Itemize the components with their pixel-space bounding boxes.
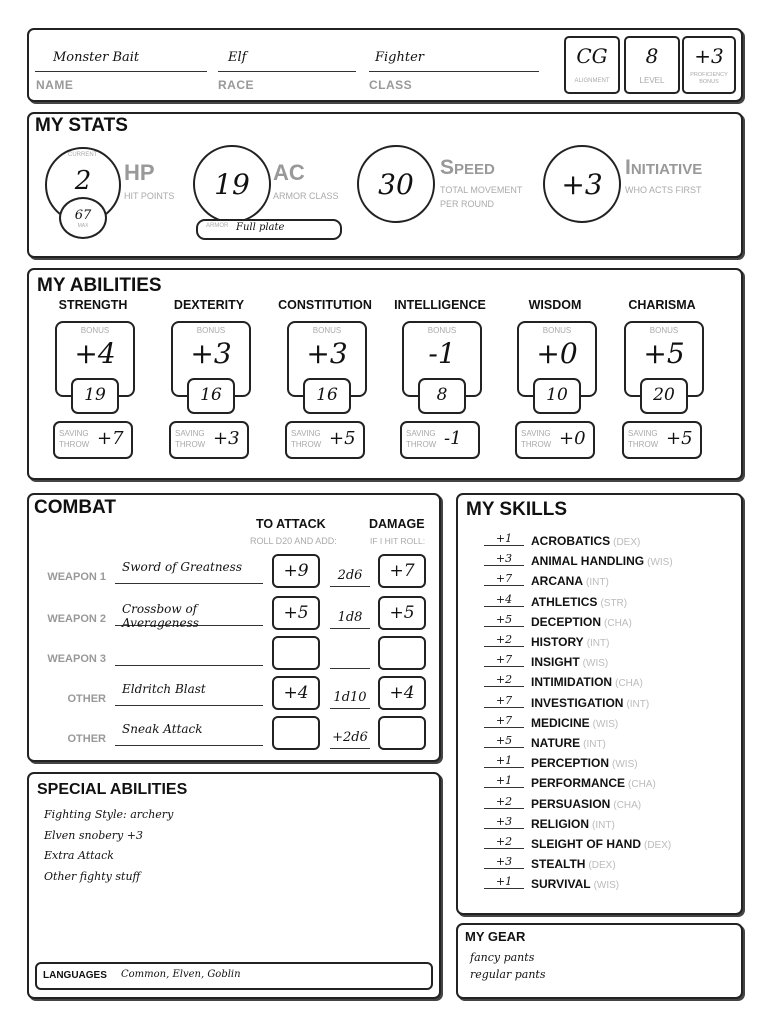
alignment-value: CG	[576, 44, 608, 68]
race-label: RACE	[218, 78, 255, 92]
skill-row[interactable]	[484, 714, 734, 734]
skill-attribute: (WIS)	[612, 759, 638, 771]
saving-throw-label-1: SAVING	[521, 429, 551, 438]
special-title: SPECIAL ABILITIES	[37, 781, 188, 798]
skill-name: MEDICINE	[531, 715, 590, 730]
skill-name-wrap	[531, 696, 649, 710]
weapon-name-field[interactable]: Sword of Greatness	[115, 560, 263, 584]
ability-bonus-value: +3	[306, 337, 348, 370]
ability-score-box[interactable]	[640, 378, 688, 414]
skill-attribute: (STR)	[600, 597, 628, 609]
skill-name-wrap	[531, 635, 609, 649]
saving-throw-box[interactable]	[515, 421, 595, 459]
class-label: CLASS	[369, 78, 413, 92]
skill-value: +2	[484, 673, 524, 687]
class-field[interactable]: Fighter	[369, 50, 539, 72]
level-value: 8	[645, 44, 659, 68]
saving-throw-value: -1	[444, 428, 462, 449]
saving-throw-value: +5	[329, 428, 356, 449]
speed-sub-2: PER ROUND	[440, 199, 495, 209]
level-box[interactable]	[624, 36, 680, 94]
skill-value: +1	[484, 774, 524, 788]
skill-row[interactable]	[484, 774, 734, 794]
skill-row[interactable]	[484, 572, 734, 592]
stats-title: MY STATS	[35, 115, 128, 136]
weapon-name-field[interactable]	[115, 642, 263, 666]
ability-bonus-value: +5	[643, 337, 685, 370]
saving-throw-value: +3	[213, 428, 240, 449]
skill-name-wrap	[531, 857, 616, 871]
damage-bonus-box[interactable]: +4	[378, 676, 426, 710]
abilities-title: MY ABILITIES	[37, 275, 162, 296]
saving-throw-box[interactable]	[285, 421, 365, 459]
ability-bonus-value: +3	[190, 337, 232, 370]
skill-name: INTIMIDATION	[531, 675, 613, 690]
skill-value: +2	[484, 835, 524, 849]
damage-dice-field[interactable]	[330, 646, 370, 669]
ability-bonus-label: BONUS	[196, 326, 226, 335]
attack-bonus-box[interactable]	[272, 636, 320, 670]
initiative-circle[interactable]	[543, 145, 621, 223]
ability-name: DEXTERITY	[173, 298, 245, 312]
ability-score-value: 20	[653, 385, 675, 405]
hp-title: HP	[124, 160, 155, 185]
weapon-label: WEAPON 2	[47, 613, 106, 625]
weapon-name-field[interactable]: Sneak Attack	[115, 722, 263, 746]
saving-throw-label-2: THROW	[175, 440, 206, 449]
speed-circle[interactable]	[357, 145, 435, 223]
weapon-name-field[interactable]: Eldritch Blast	[115, 682, 263, 706]
skill-value: +5	[484, 734, 524, 748]
hp-current-value: 2	[74, 166, 92, 196]
ability-name: STRENGTH	[58, 298, 128, 312]
skill-value: +1	[484, 754, 524, 768]
ability-score-value: 19	[84, 385, 106, 405]
skill-value: +3	[484, 815, 524, 829]
languages-value: Common, Elven, Goblin	[121, 969, 241, 980]
armor-field[interactable]	[196, 219, 342, 240]
damage-bonus-box[interactable]: +7	[378, 554, 426, 588]
skill-name: INVESTIGATION	[531, 695, 624, 710]
skill-value: +7	[484, 653, 524, 667]
saving-throw-label-1: SAVING	[59, 429, 89, 438]
damage-dice-field[interactable]: +2d6	[330, 726, 370, 749]
skill-name-wrap	[531, 675, 643, 689]
damage-bonus-box[interactable]	[378, 636, 426, 670]
attack-bonus-box[interactable]	[272, 716, 320, 750]
skill-attribute: (DEX)	[588, 860, 616, 872]
skill-attribute: (CHA)	[628, 779, 656, 791]
skill-name: ACROBATICS	[531, 534, 611, 548]
hp-current-label: CURRENT	[68, 152, 98, 158]
languages-field[interactable]	[35, 962, 433, 990]
ability-name: CHARISMA	[628, 298, 696, 312]
skill-name: SURVIVAL	[531, 877, 591, 892]
skill-name-wrap	[531, 756, 638, 770]
ac-circle[interactable]	[193, 145, 271, 223]
name-label: NAME	[36, 78, 74, 92]
skill-value: +2	[484, 633, 524, 647]
skill-name-wrap	[531, 877, 619, 891]
proficiency-value: +3	[694, 44, 724, 68]
saving-throw-label-2: THROW	[291, 440, 322, 449]
languages-label: LANGUAGES	[43, 970, 107, 981]
saving-throw-value: +5	[666, 428, 693, 449]
saving-throw-label-2: THROW	[59, 440, 90, 449]
ability-bonus-label: BONUS	[427, 326, 457, 335]
to-attack-sub: ROLL D20 AND ADD:	[250, 536, 337, 546]
skill-attribute: (WIS)	[593, 880, 620, 892]
skill-attribute: (WIS)	[592, 718, 619, 730]
attack-bonus-box[interactable]: +9	[272, 554, 320, 588]
skill-name: NATURE	[531, 736, 581, 750]
damage-dice-field[interactable]: 1d8	[330, 606, 370, 629]
skill-row[interactable]	[484, 593, 734, 613]
skill-name: STEALTH	[531, 857, 586, 872]
skill-name-wrap	[531, 736, 606, 750]
skill-name: HISTORY	[531, 635, 584, 649]
skill-value: +1	[484, 532, 524, 546]
skill-name-wrap	[531, 655, 608, 669]
saving-throw-label-2: THROW	[406, 440, 437, 449]
ability-name: INTELLIGENCE	[394, 298, 486, 312]
hp-sub: HIT POINTS	[124, 191, 175, 201]
damage-bonus-box[interactable]: +5	[378, 596, 426, 630]
saving-throw-label-2: THROW	[628, 440, 659, 449]
ability-bonus-value: +0	[536, 337, 578, 370]
alignment-label: ALIGNMENT	[574, 78, 610, 84]
hp-max-label: MAX	[77, 222, 89, 229]
alignment-box[interactable]	[564, 36, 620, 94]
skill-row[interactable]	[484, 633, 734, 653]
skill-row[interactable]	[484, 734, 734, 754]
ability-score-box[interactable]	[303, 378, 351, 414]
combat-title: COMBAT	[34, 497, 116, 518]
skill-attribute: (CHA)	[613, 799, 642, 811]
weapon-label: OTHER	[67, 693, 106, 705]
ability-bonus-label: BONUS	[80, 326, 110, 335]
ac-sub: ARMOR CLASS	[273, 191, 339, 201]
special-ability-item: Extra Attack	[44, 849, 114, 862]
special-ability-item: Other fighty stuff	[44, 869, 141, 883]
skill-attribute: (INT)	[583, 739, 606, 750]
saving-throw-label-1: SAVING	[291, 429, 321, 438]
armor-label: ARMOR	[206, 223, 229, 229]
saving-throw-box[interactable]	[622, 421, 702, 459]
saving-throw-box[interactable]	[400, 421, 480, 459]
ability-score-value: 8	[436, 385, 448, 405]
speed-value: 30	[378, 167, 414, 201]
skill-row[interactable]	[484, 855, 734, 875]
skill-attribute: (INT)	[592, 819, 615, 831]
ability-score-box[interactable]	[533, 378, 581, 414]
skill-value: +7	[484, 694, 524, 708]
skill-row[interactable]	[484, 754, 734, 774]
skill-attribute: (WIS)	[647, 557, 673, 569]
ability-bonus-value: -1	[428, 337, 456, 370]
initiative-title: Initiative	[625, 156, 703, 179]
damage-sub: IF I HIT ROLL:	[370, 536, 426, 546]
saving-throw-label-1: SAVING	[628, 429, 658, 438]
skill-row[interactable]	[484, 694, 734, 714]
ability-score-box[interactable]	[71, 378, 119, 414]
ability-score-value: 10	[546, 385, 568, 405]
saving-throw-box[interactable]	[169, 421, 249, 459]
damage-dice-field[interactable]: 1d10	[330, 686, 370, 709]
skill-attribute: (DEX)	[644, 840, 672, 851]
skill-name: ANIMAL HANDLING	[531, 554, 645, 569]
initiative-sub: WHO ACTS FIRST	[625, 185, 702, 195]
weapon-label: WEAPON 1	[47, 571, 106, 583]
hp-max-circle[interactable]	[59, 197, 107, 239]
ability-bonus-label: BONUS	[649, 326, 679, 335]
ability-name: WISDOM	[528, 298, 582, 312]
skill-name: PERFORMANCE	[531, 776, 626, 791]
skill-name: ARCANA	[531, 574, 583, 589]
skill-value: +3	[484, 552, 524, 566]
level-label: LEVEL	[639, 76, 665, 85]
armor-value: Full plate	[236, 222, 285, 233]
gear-item: regular pants	[470, 968, 546, 981]
gear-item: fancy pants	[470, 951, 535, 964]
weapon-label: OTHER	[67, 733, 106, 745]
damage-header: DAMAGE	[369, 517, 425, 531]
skill-value: +7	[484, 714, 524, 728]
saving-throw-label-1: SAVING	[406, 429, 436, 438]
name-field[interactable]: Monster Bait	[35, 50, 207, 72]
skill-name-wrap	[531, 837, 671, 851]
skill-row[interactable]	[484, 815, 734, 835]
skill-attribute: (DEX)	[613, 537, 641, 548]
saving-throw-label-1: SAVING	[175, 429, 205, 438]
ac-title: AC	[273, 160, 305, 185]
attack-bonus-box[interactable]: +5	[272, 596, 320, 630]
skill-name-wrap	[531, 574, 609, 588]
ability-bonus-value: +4	[74, 337, 116, 370]
skill-name: PERCEPTION	[531, 756, 610, 771]
proficiency-box[interactable]	[682, 36, 736, 94]
skill-name: SLEIGHT OF HAND	[531, 837, 641, 851]
skill-name-wrap	[531, 797, 641, 811]
special-ability-item: Elven snobery +3	[44, 828, 143, 842]
skill-row[interactable]	[484, 875, 734, 895]
ability-score-box[interactable]	[418, 378, 466, 414]
race-field[interactable]: Elf	[218, 50, 356, 72]
speed-sub-1: TOTAL MOVEMENT	[440, 185, 523, 195]
skill-name-wrap	[531, 554, 673, 568]
initiative-value: +3	[561, 167, 603, 201]
skill-name-wrap	[531, 716, 618, 730]
saving-throw-box[interactable]	[53, 421, 133, 459]
skill-value: +2	[484, 795, 524, 809]
skill-row[interactable]	[484, 613, 734, 633]
speed-title: Speed	[440, 156, 495, 179]
skill-value: +4	[484, 593, 524, 607]
skill-name-wrap	[531, 615, 632, 629]
skill-name-wrap	[531, 776, 656, 790]
skill-name-wrap	[531, 595, 627, 609]
gear-title: MY GEAR	[465, 929, 526, 944]
skill-name-wrap	[531, 534, 640, 548]
skill-attribute: (WIS)	[582, 658, 609, 670]
skill-name: ATHLETICS	[531, 594, 598, 609]
skill-row[interactable]	[484, 532, 734, 552]
ability-bonus-label: BONUS	[542, 326, 572, 335]
skill-attribute: (CHA)	[604, 617, 632, 629]
ability-bonus-label: BONUS	[312, 326, 342, 335]
skill-name: RELIGION	[531, 816, 590, 831]
ability-score-box[interactable]	[187, 378, 235, 414]
weapon-name-field[interactable]: Crossbow of Averageness	[115, 602, 263, 626]
skill-row[interactable]	[484, 795, 734, 815]
skill-attribute: (CHA)	[615, 678, 643, 690]
saving-throw-value: +7	[97, 428, 124, 449]
skill-name: PERSUASION	[531, 796, 611, 811]
ac-value: 19	[214, 167, 250, 201]
weapon-label: WEAPON 3	[47, 653, 106, 665]
skill-attribute: (INT)	[626, 698, 650, 710]
saving-throw-label-2: THROW	[521, 440, 552, 449]
skill-name: INSIGHT	[531, 655, 580, 670]
skill-name: DECEPTION	[531, 614, 602, 629]
skill-value: +5	[484, 613, 524, 627]
attack-bonus-box[interactable]: +4	[272, 676, 320, 710]
skill-row[interactable]	[484, 653, 734, 673]
ability-name: CONSTITUTION	[278, 298, 372, 312]
ability-score-value: 16	[316, 385, 338, 405]
skill-attribute: (INT)	[586, 638, 610, 649]
skills-title: MY SKILLS	[466, 499, 567, 520]
proficiency-label: PROFICIENCY BONUS	[690, 72, 728, 85]
skill-value: +1	[484, 875, 524, 889]
skill-row[interactable]	[484, 673, 734, 693]
special-ability-item: Fighting Style: archery	[44, 808, 174, 821]
saving-throw-value: +0	[559, 428, 586, 449]
to-attack-header: TO ATTACK	[256, 517, 326, 531]
skill-row[interactable]	[484, 835, 734, 855]
skill-value: +7	[484, 572, 524, 586]
skill-row[interactable]	[484, 552, 734, 572]
damage-bonus-box[interactable]	[378, 716, 426, 750]
hp-max-value: 67	[74, 207, 92, 223]
ability-score-value: 16	[200, 385, 222, 405]
skill-attribute: (INT)	[586, 577, 609, 589]
skill-value: +3	[484, 855, 524, 869]
damage-dice-field[interactable]: 2d6	[330, 564, 370, 587]
skill-name-wrap	[531, 817, 615, 831]
